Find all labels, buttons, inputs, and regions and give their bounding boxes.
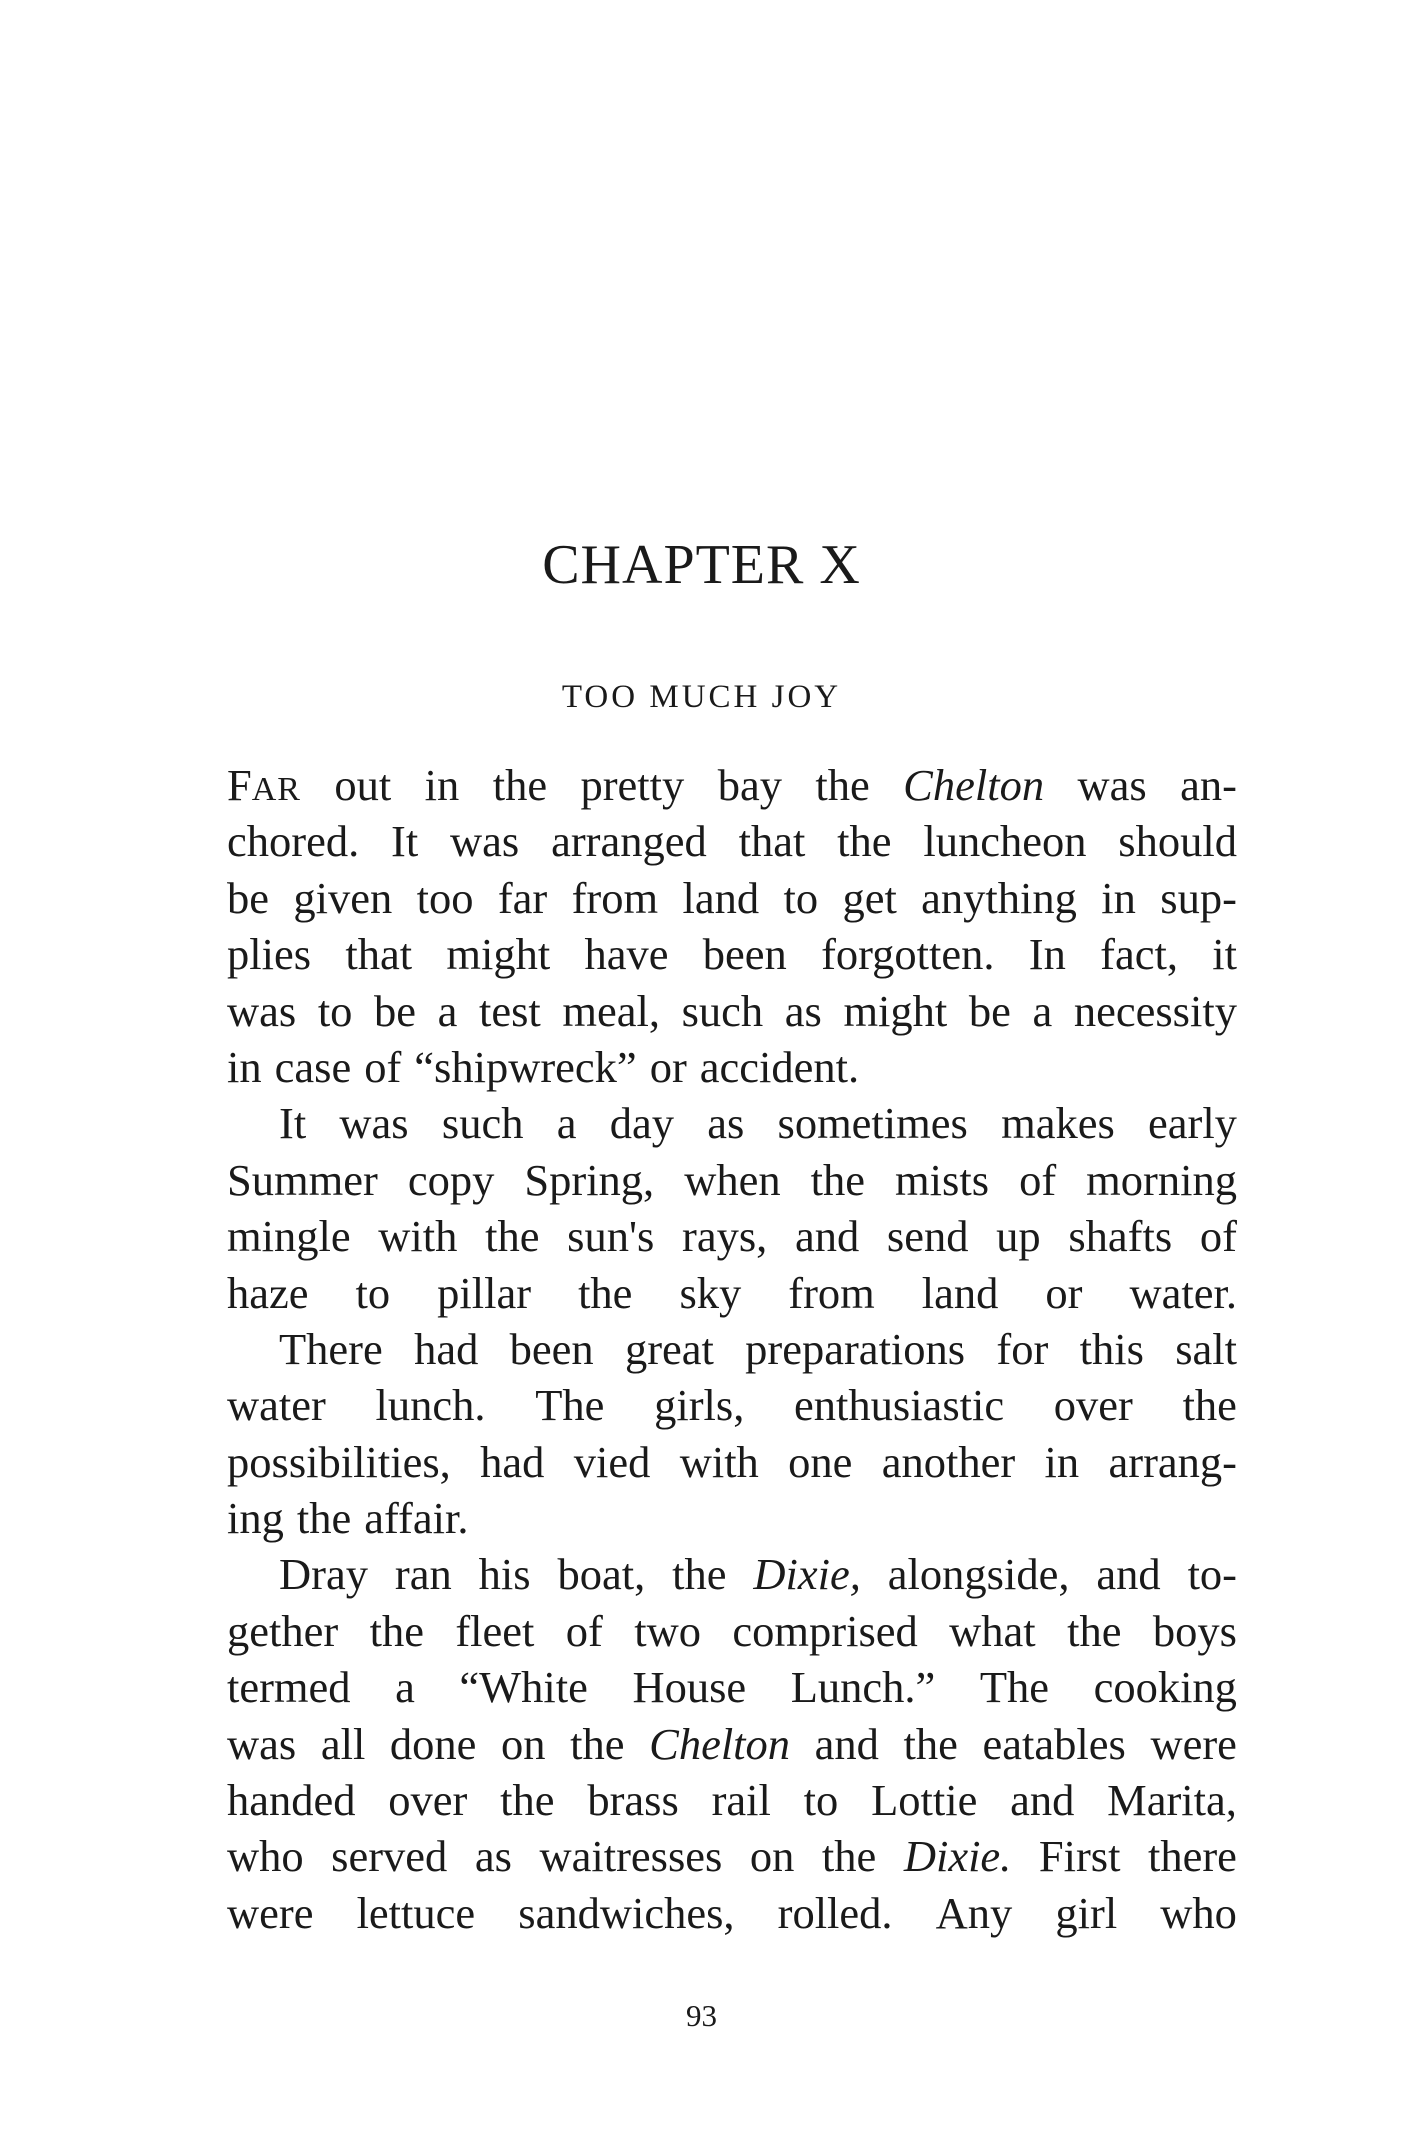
word: one <box>788 1436 853 1487</box>
word: might <box>446 929 551 980</box>
word: pillar <box>437 1267 532 1318</box>
word: vied <box>573 1436 651 1487</box>
word: lunch. <box>375 1380 486 1431</box>
word: Any <box>935 1887 1013 1938</box>
word: of <box>1019 1154 1057 1205</box>
word: to- <box>1187 1549 1237 1600</box>
word: copy <box>407 1154 495 1205</box>
word: who <box>1160 1887 1237 1938</box>
word: bay <box>717 760 782 810</box>
word: and <box>814 1718 879 1769</box>
word: accident. <box>699 1041 860 1092</box>
word: an- <box>1180 760 1237 810</box>
text-line <box>227 1603 1237 1659</box>
word: over <box>1053 1380 1133 1431</box>
word: It <box>391 816 419 867</box>
word: forgotten. <box>821 929 995 980</box>
word: given <box>293 872 393 923</box>
word: was <box>450 816 520 867</box>
word: that <box>345 929 413 980</box>
word: with <box>378 1211 458 1262</box>
word: ran <box>394 1549 452 1600</box>
word: done <box>389 1718 477 1769</box>
word: Lottie <box>871 1775 978 1826</box>
word: handed <box>227 1775 356 1826</box>
word: comprised <box>732 1605 918 1656</box>
word: test <box>479 985 541 1036</box>
word: the <box>672 1549 727 1600</box>
word: arrang- <box>1108 1436 1237 1487</box>
word: the <box>1067 1605 1122 1656</box>
text-line <box>227 1265 1237 1321</box>
word: boys <box>1152 1605 1237 1656</box>
word: morning <box>1086 1154 1237 1205</box>
word: with <box>679 1436 759 1487</box>
word: two <box>634 1605 702 1656</box>
word: for <box>996 1323 1049 1374</box>
word: mingle <box>227 1211 351 1262</box>
word: Marita, <box>1107 1775 1237 1826</box>
word: as <box>707 1098 745 1149</box>
word: all <box>320 1718 366 1769</box>
word: in <box>1101 872 1136 923</box>
word: to <box>783 872 819 923</box>
word: sun's <box>567 1211 655 1262</box>
word: of <box>1199 1211 1237 1262</box>
word: on <box>749 1831 795 1882</box>
word: the <box>500 1775 555 1826</box>
word: alongside, <box>887 1549 1070 1600</box>
word: from <box>571 872 659 923</box>
word: rail <box>711 1775 771 1826</box>
word: great <box>624 1323 714 1374</box>
text-line <box>227 1659 1237 1715</box>
word: In <box>1028 929 1066 980</box>
word: possibilities, <box>227 1436 451 1487</box>
word: There <box>279 1323 383 1374</box>
word: the <box>837 816 892 867</box>
word: his <box>478 1549 531 1600</box>
word: such <box>681 985 764 1036</box>
word: arranged <box>551 816 707 867</box>
word: lettuce <box>356 1887 476 1938</box>
word: shafts <box>1068 1211 1173 1262</box>
word: the <box>1182 1380 1237 1431</box>
word: fact, <box>1100 929 1178 980</box>
word: enthusiastic <box>794 1380 1005 1431</box>
word: had <box>480 1436 545 1487</box>
word: water. <box>1129 1267 1237 1318</box>
word: to <box>803 1775 839 1826</box>
body-text <box>227 757 1237 1941</box>
word: what <box>949 1605 1036 1656</box>
word: Summer <box>227 1154 378 1205</box>
text-line <box>227 1828 1237 1884</box>
word: makes <box>1001 1098 1115 1149</box>
word: the <box>810 1154 866 1205</box>
word: get <box>842 872 897 923</box>
word: the <box>492 760 548 810</box>
word: too <box>416 872 474 923</box>
word: a <box>1032 985 1053 1036</box>
word: First <box>1038 1831 1121 1882</box>
word: Dixie. <box>903 1831 1012 1882</box>
word: of <box>565 1605 603 1656</box>
word: early <box>1148 1098 1237 1149</box>
word: be <box>374 985 417 1036</box>
word: be <box>227 872 270 923</box>
word: have <box>584 929 669 980</box>
word: brass <box>587 1775 679 1826</box>
text-line <box>227 1039 1237 1095</box>
word: land <box>921 1267 999 1318</box>
word: mists <box>895 1154 990 1205</box>
word: preparations <box>745 1323 966 1374</box>
word: was <box>227 1718 297 1769</box>
text-line <box>227 1377 1237 1433</box>
word: salt <box>1175 1323 1237 1374</box>
word: of <box>364 1041 402 1092</box>
page-number: 93 <box>686 1998 717 2033</box>
word: girl <box>1055 1887 1118 1938</box>
word: the <box>369 1605 424 1656</box>
word: to <box>355 1267 391 1318</box>
word: the <box>578 1267 633 1318</box>
chapter-title: TOO MUCH JOY <box>561 679 842 715</box>
word: chored. <box>227 816 360 867</box>
word: case <box>274 1041 352 1092</box>
word: the <box>903 1718 958 1769</box>
word: The <box>979 1662 1050 1713</box>
word: as <box>784 985 822 1036</box>
word: from <box>788 1267 875 1318</box>
word: eatables <box>982 1718 1126 1769</box>
word: and <box>1096 1549 1161 1600</box>
word: The <box>535 1380 605 1431</box>
word: “shipwreck” <box>414 1041 637 1092</box>
word: or <box>1045 1267 1083 1318</box>
word: send <box>886 1211 969 1262</box>
chapter-heading: CHAPTER X <box>542 534 861 596</box>
word: that <box>738 816 806 867</box>
word: water <box>227 1380 326 1431</box>
word: in <box>1044 1436 1080 1487</box>
word: ing <box>227 1493 284 1544</box>
word: been <box>702 929 787 980</box>
word: it <box>1212 929 1237 980</box>
text-line <box>227 983 1237 1039</box>
word: Spring, <box>524 1154 655 1205</box>
word: up <box>996 1211 1041 1262</box>
word: sky <box>679 1267 742 1318</box>
word: or <box>649 1041 687 1092</box>
word: and <box>794 1211 860 1262</box>
word: necessity <box>1073 985 1237 1036</box>
word: Chelton <box>649 1718 791 1769</box>
word: “White <box>459 1662 588 1713</box>
text-line <box>227 1434 1237 1490</box>
word: pretty <box>580 760 685 810</box>
word: should <box>1118 816 1237 867</box>
word: there <box>1148 1831 1237 1882</box>
word: Dray <box>279 1549 368 1600</box>
drop-word: FAR <box>227 760 301 810</box>
word: sup- <box>1160 872 1237 923</box>
word: to <box>317 985 353 1036</box>
word: far <box>497 872 548 923</box>
word: when <box>684 1154 781 1205</box>
word: was <box>1077 760 1147 810</box>
word: haze <box>227 1267 309 1318</box>
word: Chelton <box>903 760 1045 810</box>
word: had <box>414 1323 479 1374</box>
text-line <box>227 1772 1237 1828</box>
word: another <box>881 1436 1016 1487</box>
text-line <box>227 1716 1237 1772</box>
word: served <box>331 1831 448 1882</box>
word: out <box>334 760 392 810</box>
word: such <box>441 1098 524 1149</box>
text-line <box>227 1885 1237 1941</box>
word: Dixie, <box>753 1549 861 1600</box>
word: the <box>296 1493 352 1544</box>
text-line <box>227 870 1237 926</box>
word: was <box>227 985 297 1036</box>
word: the <box>485 1211 540 1262</box>
word: sandwiches, <box>518 1887 735 1938</box>
word: rolled. <box>777 1887 893 1938</box>
word: It <box>279 1098 307 1149</box>
word: affair. <box>364 1493 469 1544</box>
word: this <box>1079 1323 1144 1374</box>
word: a <box>556 1098 577 1149</box>
word: a <box>437 985 458 1036</box>
word: fleet <box>455 1605 535 1656</box>
word: in <box>424 760 460 810</box>
text-line <box>227 757 1237 813</box>
word: meal, <box>562 985 660 1036</box>
word: been <box>509 1323 594 1374</box>
text-line <box>227 813 1237 869</box>
word: and <box>1010 1775 1075 1826</box>
word: sometimes <box>777 1098 968 1149</box>
word: rays, <box>682 1211 768 1262</box>
word: the <box>815 760 870 810</box>
word: the <box>570 1718 625 1769</box>
word: land <box>682 872 760 923</box>
word: as <box>474 1831 512 1882</box>
word: anything <box>921 872 1077 923</box>
word: plies <box>227 929 312 980</box>
word: boat, <box>557 1549 646 1600</box>
text-line <box>227 1208 1237 1264</box>
word: were <box>1150 1718 1237 1769</box>
word: luncheon <box>923 816 1087 867</box>
word: who <box>227 1831 304 1882</box>
text-line <box>227 1152 1237 1208</box>
word: the <box>821 1831 877 1882</box>
word: be <box>968 985 1011 1036</box>
word: over <box>388 1775 468 1826</box>
word: girls, <box>654 1380 745 1431</box>
word: termed <box>227 1662 351 1713</box>
word: waitresses <box>539 1831 723 1882</box>
word: were <box>227 1887 314 1938</box>
word: a <box>395 1662 415 1713</box>
word: was <box>339 1098 409 1149</box>
word: might <box>843 985 948 1036</box>
word: Lunch.” <box>790 1662 936 1713</box>
text-line <box>227 926 1237 982</box>
text-line <box>227 1546 1237 1602</box>
word: in <box>227 1041 262 1092</box>
word: gether <box>227 1605 339 1656</box>
word: on <box>501 1718 546 1769</box>
word: day <box>609 1098 674 1149</box>
text-line <box>227 1321 1237 1377</box>
word: House <box>632 1662 747 1713</box>
text-line <box>227 1490 1237 1546</box>
word: cooking <box>1093 1662 1237 1713</box>
text-line <box>227 1095 1237 1151</box>
